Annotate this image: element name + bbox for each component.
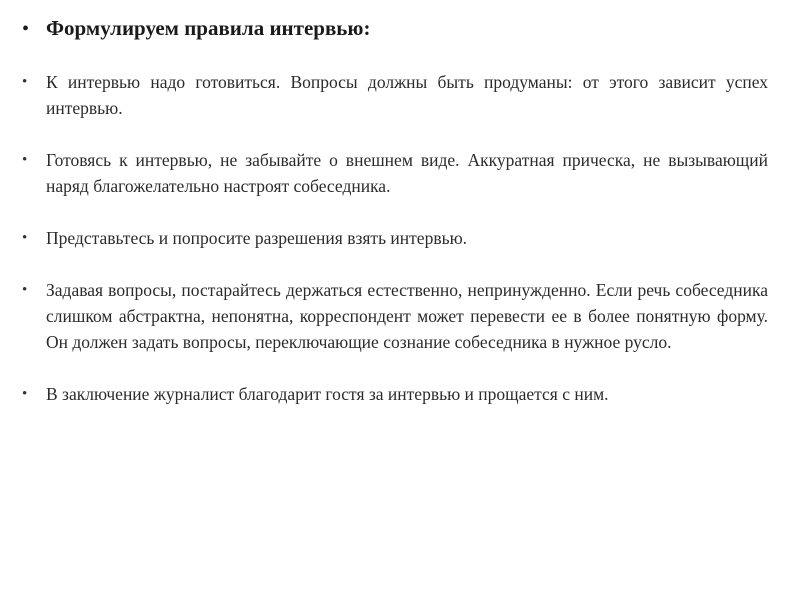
list-item — [22, 277, 768, 355]
rule-text: Представьтесь и попросите разрешения взять интервью. — [46, 228, 468, 248]
bullet-icon: • — [22, 230, 28, 246]
list-item — [22, 147, 768, 199]
slide-title: Формулируем правила интервью: — [46, 16, 371, 40]
rule-text: Задавая вопросы, постарайтесь держаться естественно, непринужденно. Если речь собеседника слишком абстрактна, непонятна, корреспондент может перевести ее в более понятную форму. Он должен задать вопросы, переключающие сознание собеседника в нужное русло. — [46, 280, 768, 352]
heading-row — [22, 14, 768, 43]
list-item — [22, 69, 768, 121]
rule-text: Готовясь к интервью, не забывайте о внешнем виде. Аккуратная прическа, не вызывающий наряд благожелательно настроят собеседника. — [46, 150, 768, 196]
rule-text: К интервью надо готовиться. Вопросы должны быть продуманы: от этого зависит успех интервью. — [46, 72, 768, 118]
bullet-icon: • — [22, 152, 28, 168]
bullet-icon: • — [22, 74, 28, 90]
bullet-icon: • — [22, 18, 30, 40]
rules-list — [22, 69, 768, 407]
rule-text: В заключение журналист благодарит гостя за интервью и прощается с ним. — [46, 384, 609, 404]
bullet-icon: • — [22, 282, 28, 298]
list-item — [22, 381, 768, 407]
bullet-icon: • — [22, 386, 28, 402]
list-item — [22, 225, 768, 251]
